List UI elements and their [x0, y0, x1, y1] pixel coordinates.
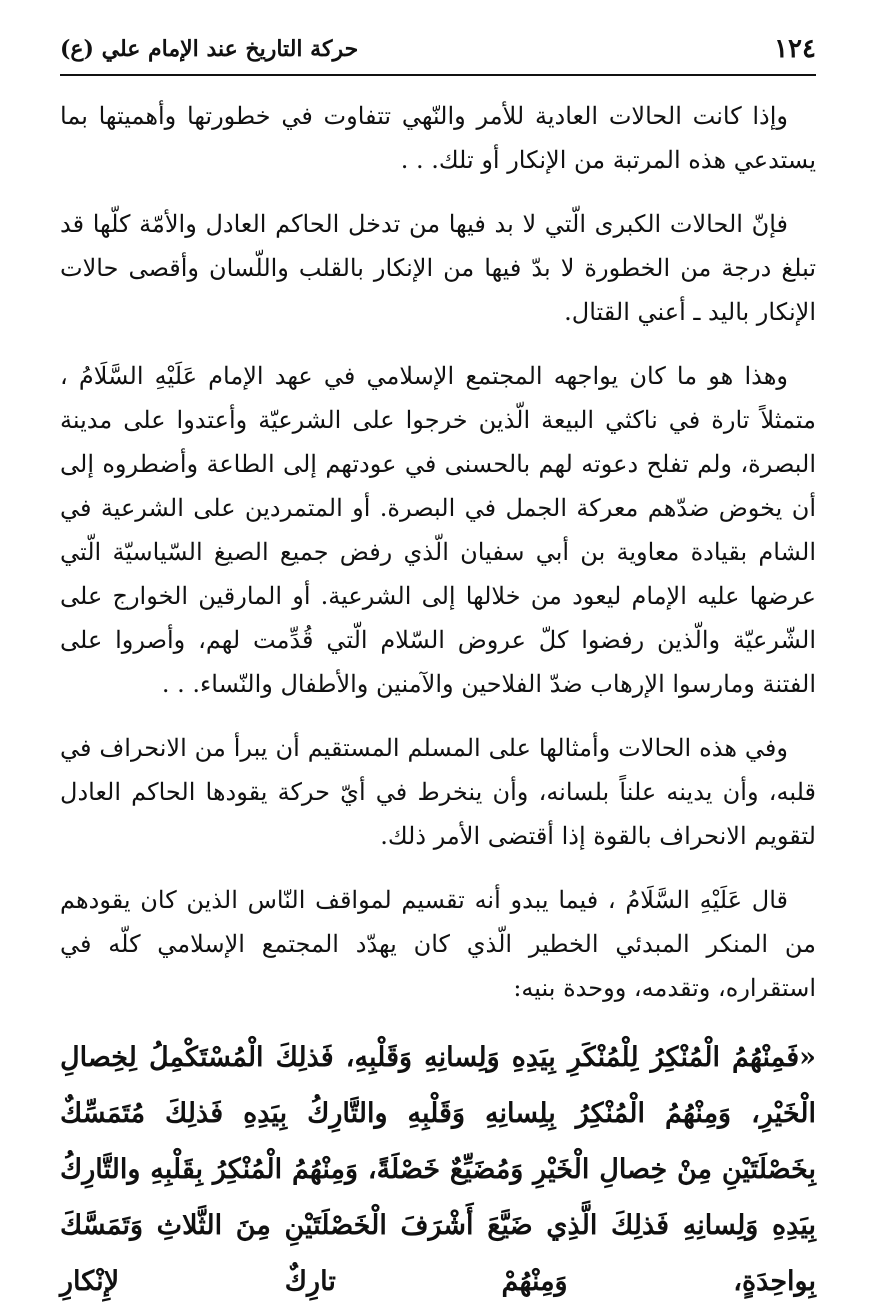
- body-text: [60, 94, 816, 1010]
- book-page: [60, 30, 816, 1310]
- paragraph: وهذا هو ما كان يواجهه المجتمع الإسلامي في عهد الإمام عَلَيْهِ السَّلَامُ ، متمثلاً تارة في ناكثي البيعة الّذين خرجوا على الشرعيّة وأعتدوا على مدينة البصرة، ولم تفلح دعوته لهم بالحسنى في عودتهم إلى الطاعة وأضطروه إلى أن يخوض ضدّهم معركة الجمل في البصرة. أو المتمردين على الشرعية في الشام بقيادة معاوية بن أبي سفيان الّذي رفض جميع الصيغ السّياسيّة الّتي عرضها عليه الإمام ليعود من خلالها إلى الشرعية. أو المارقين الخوارج على الشّرعيّة والّذين رفضوا كلّ عروض السّلام الّتي قُدِّمت لهم، وأصروا على الفتنة ومارسوا الإرهاب ضدّ الفلاحين والآمنين والأطفال والنّساء. . .: [60, 362, 816, 698]
- page-number: ١٢٤: [774, 34, 816, 64]
- page-header: [60, 30, 816, 76]
- paragraph: وإذا كانت الحالات العادية للأمر والنّهي تتفاوت في خطورتها وأهميتها بما يستدعي هذه المرتبة من الإنكار أو تلك. . .: [60, 102, 816, 174]
- quoted-saying: «فَمِنْهُمُ الْمُنْكِرُ لِلْمُنْكَرِ بِيَدِهِ وَلِسانِهِ وَقَلْبِهِ، فَذلِكَ الْمُسْتَكْمِلُ لِخِصالِ الْخَيْرِ، وَمِنْهُمُ الْمُنْكِرُ بِلِسانِهِ وَقَلْبِهِ والتَّارِكُ بِيَدِهِ فَذلِكَ مُتَمَسِّكٌ بِخَصْلَتَيْنِ مِنْ خِصالِ الْخَيْرِ وَمُضَيِّعٌ خَصْلَةً، وَمِنْهُمُ الْمُنْكِرُ بِقَلْبِهِ والتَّارِكُ بِيَدِهِ وَلِسانِهِ فَذلِكَ الَّذِي ضَيَّعَ أَشْرَفَ الْخَصْلَتَيْنِ مِنَ الثَّلاثِ وَتَمَسَّكَ بِواحِدَةٍ، وَمِنْهُمْ تارِكٌ لإِنْكارِ: [60, 1042, 816, 1297]
- paragraph: وفي هذه الحالات وأمثالها على المسلم المستقيم أن يبرأ من الانحراف في قلبه، وأن يدينه علناً بلسانه، وأن ينخرط في أيّ حركة يقودها الحاكم العادل لتقويم الانحراف بالقوة إذا أقتضى الأمر ذلك.: [60, 734, 816, 850]
- paragraph: قال عَلَيْهِ السَّلَامُ ، فيما يبدو أنه تقسيم لمواقف النّاس الذين كان يقودهم من المنكر المبدئي الخطير الّذي كان يهدّد المجتمع الإسلامي كلّه في استقراره، وتقدمه، ووحدة بنيه:: [60, 886, 816, 1002]
- paragraph: فإنّ الحالات الكبرى الّتي لا بد فيها من تدخل الحاكم العادل والأمّة كلّها قد تبلغ درجة من الخطورة لا بدّ فيها من الإنكار بالقلب واللّسان وأقصى حالات الإنكار باليد ـ أعني القتال.: [60, 210, 816, 326]
- running-title: حركة التاريخ عند الإمام علي (ع): [60, 36, 359, 62]
